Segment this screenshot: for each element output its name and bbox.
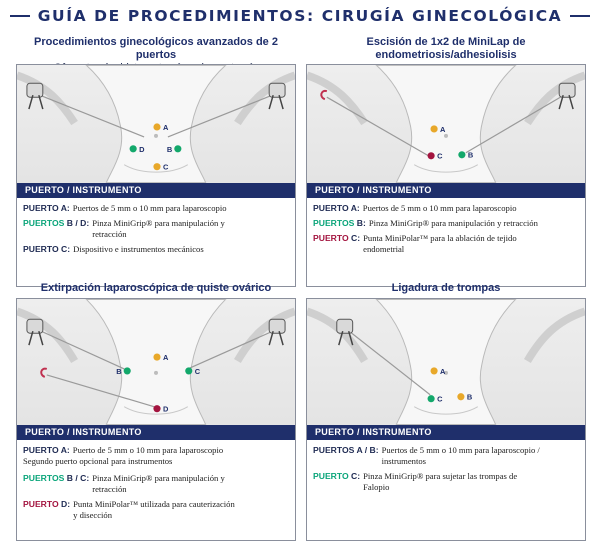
port-label: B [466,392,473,402]
torso-drawing [307,65,585,183]
port-row [23,203,289,214]
title-rule-left [10,15,30,17]
page-header [10,4,590,28]
port-row [23,499,289,521]
port-label: B [166,144,173,154]
procedure-card [16,298,296,541]
title-rule-right [570,15,590,17]
panel-title: Ligadura de trompas [391,282,501,294]
panel-title: Procedimientos ginecológicos avanzados de 2 puertos [34,36,278,61]
port-label: A [162,353,169,363]
port-label: C [162,162,169,172]
port-list [17,198,295,286]
port-label: PUERTOS B / C: [23,473,90,483]
port-label: B [116,366,122,376]
page-title: GUÍA DE PROCEDIMIENTOS: CIRUGÍA GINECOLÓGICA [37,7,563,25]
torso-illustration [17,65,295,183]
port-instrument-header: PUERTO / INSTRUMENTO [307,425,585,440]
port-description: Puerto de 5 mm o 10 mm para laparoscopio [72,445,224,455]
procedure-card [16,64,296,287]
port-label: A [440,124,446,134]
port-row [23,244,289,255]
port-row [23,473,289,495]
port-description: Pinza MiniGrip® para manipulación y retracción [92,473,225,494]
port-description: Puertos de 5 mm o 10 mm para laparoscopio [362,203,517,213]
torso-drawing [307,299,585,425]
port-label: PUERTO D: [23,499,71,509]
port-description: Puertos de 5 mm o 10 mm para laparoscopio / instrumentos [381,445,540,466]
procedure-card [306,64,586,287]
port-row [23,445,289,456]
port-label: A [440,366,446,376]
port-description: Pinza MiniGrip® para manipulación y retracción [368,218,538,228]
panel-title-line2: endometriosis/adhesiolisis [375,49,517,61]
port-label: C [437,151,443,161]
port-list [307,198,585,286]
panel-title: Escisión de 1x2 de MiniLap de [366,36,526,48]
port-row [313,471,579,493]
port-label: PUERTO C: [23,244,71,254]
procedure-panel-endometriosis [306,36,586,254]
panel-title: Extirpación laparoscópica de quiste ovárico [40,282,272,294]
procedure-panel-advanced-2-ports [16,36,296,254]
port-instrument-header: PUERTO / INSTRUMENTO [17,183,295,198]
port-list [17,440,295,540]
port-instrument-header: PUERTO / INSTRUMENTO [17,425,295,440]
procedure-panel-tubal-ligation [306,282,586,492]
torso-illustration [307,299,585,425]
torso-drawing [17,299,295,425]
port-label: D [162,404,169,414]
torso-illustration [17,299,295,425]
port-label: PUERTO C: [313,471,361,481]
port-row [313,233,579,255]
port-label: C [437,394,443,404]
port-description: Pinza MiniGrip® para manipulación y retracción [92,218,225,239]
port-label: A [162,122,169,132]
port-description: Punta MiniPolar™ utilizada para cauterización y disección [73,499,235,520]
procedure-card [306,298,586,541]
port-label: PUERTO A: [23,445,70,455]
port-description: Punta MiniPolar™ para la ablación de tejido endometrial [363,233,517,254]
port-label: C [194,366,201,376]
port-instrument-header: PUERTO / INSTRUMENTO [307,183,585,198]
port-label: PUERTO C: [313,233,361,243]
port-row [313,203,579,214]
port-label: D [139,144,145,154]
port-label: PUERTOS A / B: [313,445,379,455]
port-label: PUERTOS B: [313,218,366,228]
port-list [307,440,585,540]
port-description: Pinza MiniGrip® para sujetar las trompas de Falopio [363,471,518,492]
port-label: PUERTOS B / D: [23,218,90,228]
port-row [313,218,579,229]
port-label: PUERTO A: [23,203,70,213]
procedure-panel-ovarian-cyst [16,282,296,520]
port-row [313,445,579,467]
port-description: Dispositivo e instrumentos mecánicos [73,244,204,254]
port-label: PUERTO A: [313,203,360,213]
torso-illustration [307,65,585,183]
port-description-extra: Segundo puerto opcional para instrumentos [23,456,173,466]
port-description: Puertos de 5 mm o 10 mm para laparoscopio [72,203,227,213]
port-row [23,218,289,240]
port-label: B [467,150,474,160]
torso-drawing [17,65,295,183]
